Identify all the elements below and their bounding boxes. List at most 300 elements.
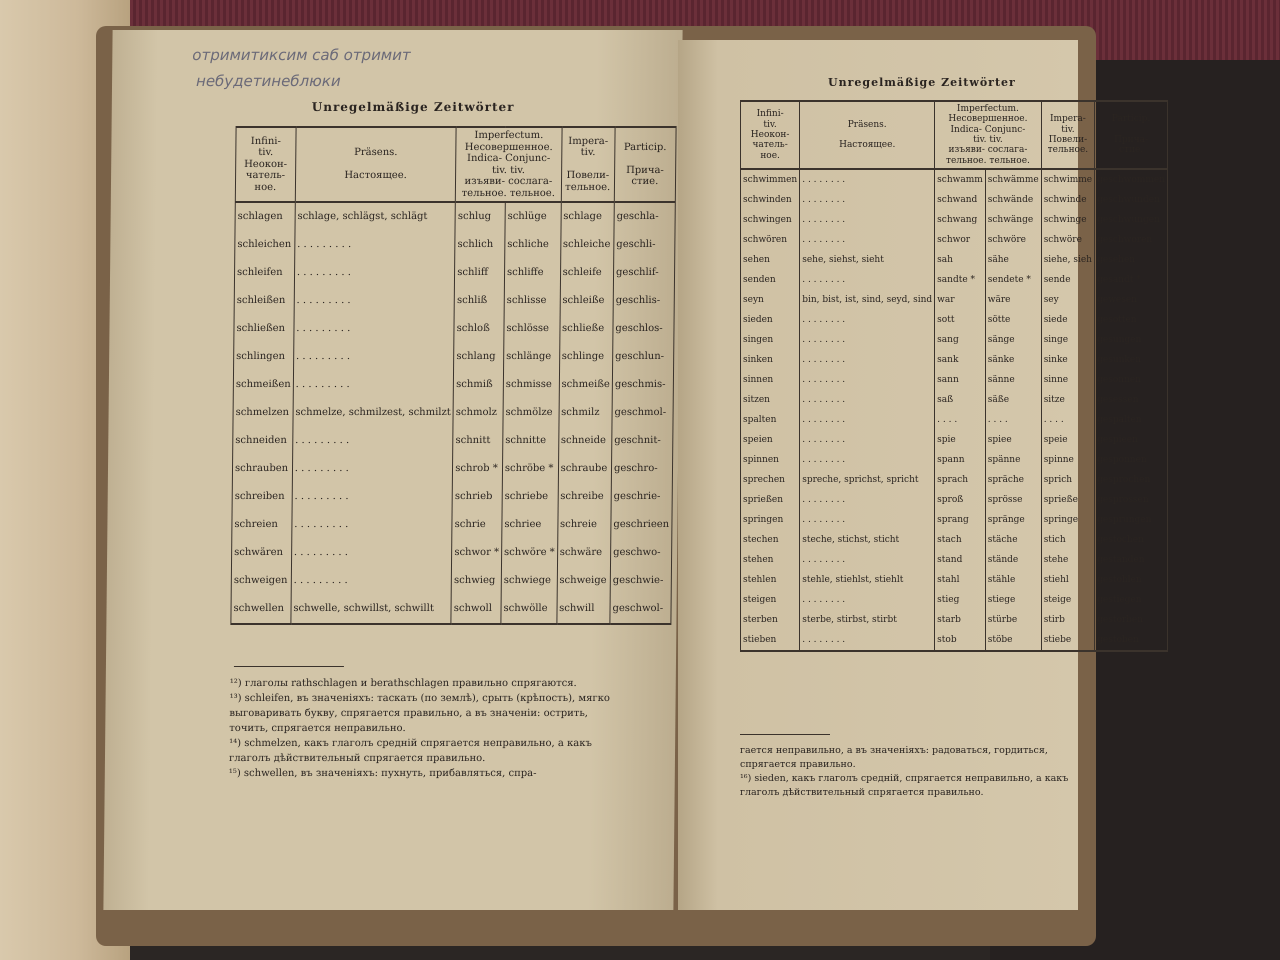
cell-imperfect-indicative: spann bbox=[935, 450, 986, 470]
cell-imperative: stehe bbox=[1041, 550, 1094, 570]
cell-imperfect-conjunctive: spiee bbox=[985, 430, 1041, 450]
table-row bbox=[741, 210, 1168, 230]
cell-imperfect-indicative: sann bbox=[935, 370, 986, 390]
cell-participle: geschro- bbox=[611, 455, 672, 483]
cell-present: . . . . . . . . bbox=[800, 550, 935, 570]
cell-imperative: schwöre bbox=[1041, 230, 1094, 250]
cell-imperfect-conjunctive: säße bbox=[985, 390, 1041, 410]
column-header: Infini- tiv. Неокон- чатель- ное. bbox=[235, 127, 296, 202]
table-row bbox=[741, 230, 1168, 250]
cell-infinitive: stehlen bbox=[741, 570, 800, 590]
cell-infinitive: stechen bbox=[741, 530, 800, 550]
cell-present: . . . . . . . . . bbox=[294, 287, 455, 315]
table-row bbox=[234, 259, 674, 287]
cell-present: . . . . . . . . . bbox=[292, 511, 453, 539]
cell-imperfect-indicative: schwang bbox=[935, 210, 986, 230]
cell-infinitive: schneiden bbox=[233, 427, 293, 455]
cell-imperfect-indicative: sank bbox=[935, 350, 986, 370]
cell-infinitive: schrauben bbox=[232, 455, 292, 483]
cell-participle: gewesen bbox=[1095, 290, 1168, 310]
cell-participle: geschrieen bbox=[611, 511, 672, 539]
cell-imperfect-indicative: schrieb bbox=[452, 483, 502, 511]
cell-imperfect-conjunctive: schwämme bbox=[985, 169, 1041, 190]
cell-present: . . . . . . . . . bbox=[293, 343, 454, 371]
cell-present: . . . . . . . . bbox=[800, 169, 935, 190]
cell-participle: geschlis- bbox=[613, 287, 674, 315]
cell-present: sterbe, stirbst, stirbt bbox=[800, 610, 935, 630]
cell-infinitive: spinnen bbox=[741, 450, 800, 470]
cell-participle: geschrie- bbox=[611, 483, 672, 511]
table-row bbox=[741, 390, 1168, 410]
cell-infinitive: schwären bbox=[231, 539, 291, 567]
cell-imperative: springe bbox=[1041, 510, 1094, 530]
cell-imperfect-indicative: spie bbox=[935, 430, 986, 450]
cell-imperfect-conjunctive: sötte bbox=[985, 310, 1041, 330]
cell-imperative: . . . . bbox=[1041, 410, 1094, 430]
cell-imperative: sitze bbox=[1041, 390, 1094, 410]
cell-imperfect-indicative: schwamm bbox=[935, 169, 986, 190]
cell-imperative: sprich bbox=[1041, 470, 1094, 490]
cell-imperfect-indicative: stand bbox=[935, 550, 986, 570]
cell-present: . . . . . . . . bbox=[800, 330, 935, 350]
cell-imperfect-indicative: sang bbox=[935, 330, 986, 350]
cell-imperative: schleiche bbox=[560, 231, 614, 259]
cell-infinitive: schwören bbox=[741, 230, 800, 250]
cell-imperfect-conjunctive: schlösse bbox=[504, 315, 560, 343]
cell-participle: gestoben bbox=[1095, 630, 1168, 651]
cell-imperative: schneide bbox=[558, 427, 612, 455]
cell-participle: geschwie- bbox=[610, 567, 671, 595]
table-row bbox=[741, 330, 1168, 350]
cell-present: . . . . . . . . bbox=[800, 590, 935, 610]
table-row bbox=[741, 550, 1168, 570]
cell-infinitive: sprechen bbox=[741, 470, 800, 490]
cell-imperative: schlinge bbox=[559, 343, 613, 371]
table-row bbox=[741, 290, 1168, 310]
cell-imperfect-conjunctive: stähle bbox=[985, 570, 1041, 590]
cell-present: . . . . . . . . . bbox=[294, 315, 455, 343]
table-row bbox=[741, 190, 1168, 210]
cell-present: . . . . . . . . bbox=[800, 370, 935, 390]
cell-imperative: schwimme bbox=[1041, 169, 1094, 190]
cell-present: . . . . . . . . bbox=[800, 230, 935, 250]
cell-present: stehle, stiehlst, stiehlt bbox=[800, 570, 935, 590]
cell-imperfect-conjunctive: sprösse bbox=[985, 490, 1041, 510]
cell-present: steche, stichst, sticht bbox=[800, 530, 935, 550]
cell-imperfect-conjunctive: spräche bbox=[985, 470, 1041, 490]
cell-infinitive: spalten bbox=[741, 410, 800, 430]
table-row bbox=[741, 169, 1168, 190]
cell-imperfect-conjunctive: sänke bbox=[985, 350, 1041, 370]
cell-present: . . . . . . . . bbox=[800, 210, 935, 230]
cell-imperative: schweige bbox=[557, 567, 611, 595]
table-row bbox=[741, 450, 1168, 470]
cell-imperfect-conjunctive: schliche bbox=[505, 231, 561, 259]
cell-imperative: stirb bbox=[1041, 610, 1094, 630]
cell-imperfect-indicative: . . . . bbox=[935, 410, 986, 430]
cell-imperfect-conjunctive: . . . . bbox=[985, 410, 1041, 430]
cell-imperative: schwäre bbox=[557, 539, 611, 567]
cell-present: . . . . . . . . bbox=[800, 390, 935, 410]
cell-participle: gestanden bbox=[1095, 550, 1168, 570]
cell-infinitive: sprießen bbox=[741, 490, 800, 510]
cell-imperfect-indicative: schliff bbox=[455, 259, 505, 287]
cell-participle: gespalten bbox=[1095, 410, 1168, 430]
column-header: Impera- tiv. Повели- тельное. bbox=[1041, 101, 1094, 169]
cell-participle: gestohlen bbox=[1095, 570, 1168, 590]
footnotes bbox=[740, 744, 1070, 800]
cell-present: . . . . . . . . bbox=[800, 270, 935, 290]
cell-imperfect-conjunctive: sähe bbox=[985, 250, 1041, 270]
cell-imperfect-indicative: stieg bbox=[935, 590, 986, 610]
cell-imperative: schwill bbox=[556, 595, 610, 624]
cell-imperfect-conjunctive: schwöre * bbox=[501, 539, 557, 567]
cell-imperative: sinke bbox=[1041, 350, 1094, 370]
cell-imperative: schwinde bbox=[1041, 190, 1094, 210]
cell-imperfect-indicative: schrob * bbox=[453, 455, 503, 483]
cell-present: . . . . . . . . . bbox=[291, 539, 452, 567]
cell-imperfect-indicative: sprach bbox=[935, 470, 986, 490]
cell-present: . . . . . . . . . bbox=[291, 567, 452, 595]
table-row bbox=[231, 539, 671, 567]
cell-infinitive: schwinden bbox=[741, 190, 800, 210]
cell-imperfect-conjunctive: sänne bbox=[985, 370, 1041, 390]
cell-imperfect-conjunctive: schlisse bbox=[504, 287, 560, 315]
cell-present: . . . . . . . . . bbox=[294, 259, 455, 287]
cell-imperfect-indicative: sah bbox=[935, 250, 986, 270]
table-row bbox=[741, 430, 1168, 450]
cell-imperative: schleife bbox=[560, 259, 614, 287]
cell-imperative: speie bbox=[1041, 430, 1094, 450]
cell-imperfect-conjunctive: schlänge bbox=[503, 343, 559, 371]
table-row bbox=[232, 483, 672, 511]
page-heading: Unregelmäßige Zeitwörter bbox=[828, 76, 1016, 89]
cell-imperative: singe bbox=[1041, 330, 1094, 350]
cell-participle: gesponnen bbox=[1095, 450, 1168, 470]
cell-imperfect-indicative: schmolz bbox=[453, 399, 503, 427]
cell-infinitive: schleißen bbox=[234, 287, 294, 315]
verb-table bbox=[740, 100, 1168, 652]
footnote: ¹⁶) sieden, какъ глаголъ средній, спрягается неправильно, а какъ глаголъ дѣйствительный спрягается правильно. bbox=[740, 773, 1069, 798]
cell-participle: gesprossen bbox=[1095, 490, 1168, 510]
table-row bbox=[233, 399, 673, 427]
cell-imperfect-conjunctive: schlüge bbox=[505, 202, 561, 231]
table-row bbox=[741, 570, 1168, 590]
cell-present: schwelle, schwillst, schwillt bbox=[291, 595, 452, 624]
cell-participle: gestochen bbox=[1095, 530, 1168, 550]
cell-present: bin, bist, ist, sind, seyd, sind bbox=[800, 290, 935, 310]
cell-imperfect-indicative: schnitt bbox=[453, 427, 503, 455]
cell-imperfect-conjunctive: schwände bbox=[985, 190, 1041, 210]
cell-imperfect-conjunctive: schriee bbox=[502, 511, 558, 539]
cell-present: . . . . . . . . bbox=[800, 510, 935, 530]
column-header: Particip. Прича- стие. bbox=[1095, 101, 1168, 169]
column-header: Particip. Прича- стие. bbox=[614, 127, 676, 202]
cell-infinitive: steigen bbox=[741, 590, 800, 610]
cell-infinitive: schwingen bbox=[741, 210, 800, 230]
cell-imperative: steige bbox=[1041, 590, 1094, 610]
table-row bbox=[741, 510, 1168, 530]
cell-infinitive: senden bbox=[741, 270, 800, 290]
footnote: ¹⁴) schmelzen, какъ глаголъ средній спрягается неправильно, а какъ глаголъ дѣйствительный спрягается правильно. bbox=[228, 738, 592, 764]
cell-imperative: stiebe bbox=[1041, 630, 1094, 651]
cell-imperative: schreibe bbox=[558, 483, 612, 511]
cell-participle: gesessen bbox=[1095, 390, 1168, 410]
cell-imperfect-indicative: starb bbox=[935, 610, 986, 630]
cell-participle: gesungen bbox=[1095, 330, 1168, 350]
cell-imperfect-indicative: schwor bbox=[935, 230, 986, 250]
footnote: гается неправильно, а въ значеніяхъ: радоваться, гордиться, спрягается правильно. bbox=[740, 745, 1048, 770]
table-row bbox=[235, 231, 675, 259]
cell-imperfect-indicative: stahl bbox=[935, 570, 986, 590]
cell-infinitive: schleichen bbox=[235, 231, 295, 259]
cell-infinitive: schwimmen bbox=[741, 169, 800, 190]
cell-imperfect-indicative: sandte * bbox=[935, 270, 986, 290]
cell-imperative: sey bbox=[1041, 290, 1094, 310]
cell-imperative: siede bbox=[1041, 310, 1094, 330]
table-row bbox=[741, 250, 1168, 270]
column-header: Präsens. Настоящее. bbox=[295, 127, 456, 202]
footnotes bbox=[229, 676, 626, 781]
cell-participle: geschlos- bbox=[613, 315, 674, 343]
table-row bbox=[231, 595, 671, 624]
cell-imperfect-conjunctive: schwölle bbox=[501, 595, 557, 624]
table-row bbox=[231, 567, 671, 595]
cell-imperative: schraube bbox=[558, 455, 612, 483]
cell-infinitive: sinnen bbox=[741, 370, 800, 390]
cell-imperfect-indicative: saß bbox=[935, 390, 986, 410]
table-row bbox=[233, 371, 673, 399]
cell-imperfect-conjunctive: sänge bbox=[985, 330, 1041, 350]
cell-imperfect-conjunctive: schwänge bbox=[985, 210, 1041, 230]
cell-participle: geschwol- bbox=[610, 595, 671, 624]
cell-participle: geschlif- bbox=[613, 259, 674, 287]
cell-imperfect-conjunctive: stürbe bbox=[985, 610, 1041, 630]
cell-present: spreche, sprichst, spricht bbox=[800, 470, 935, 490]
footnote: ¹²) глаголы rathschlagen и berathschlagen правильно спрягаются. bbox=[229, 678, 577, 689]
cell-imperfect-indicative: schwieg bbox=[451, 567, 501, 595]
cell-imperative: schleiße bbox=[560, 287, 614, 315]
column-header: Imperfectum. Несовершенное. Indica- Conjunc- tiv. tiv. изъяви- сослага- тельное. тельное. bbox=[935, 101, 1042, 169]
cell-participle: geschmis- bbox=[612, 371, 673, 399]
cell-infinitive: schmelzen bbox=[233, 399, 293, 427]
column-header: Präsens. Настоящее. bbox=[800, 101, 935, 169]
cell-imperfect-conjunctive: spränge bbox=[985, 510, 1041, 530]
cell-imperative: sende bbox=[1041, 270, 1094, 290]
cell-imperfect-indicative: schrie bbox=[452, 511, 502, 539]
table-row bbox=[235, 202, 675, 231]
cell-infinitive: schreien bbox=[232, 511, 292, 539]
cell-infinitive: stieben bbox=[741, 630, 800, 651]
cell-participle: geschwo- bbox=[610, 539, 671, 567]
cell-imperative: schmilz bbox=[559, 399, 613, 427]
right-page bbox=[678, 40, 1165, 910]
cell-imperfect-conjunctive: schnitte bbox=[503, 427, 559, 455]
cell-imperfect-indicative: sproß bbox=[935, 490, 986, 510]
footnote: ¹³) schleifen, въ значеніяхъ: таскать (по землѣ), срыть (крѣпость), мягко выговаривать букву, спрягается правильно, а въ значеніи: острить, точить, спрягается неправильно. bbox=[229, 693, 611, 734]
cell-imperfect-conjunctive: wäre bbox=[985, 290, 1041, 310]
cell-present: . . . . . . . . bbox=[800, 630, 935, 651]
cell-participle: geschwunden bbox=[1095, 190, 1168, 210]
cell-imperfect-indicative: schwand bbox=[935, 190, 986, 210]
cell-imperfect-conjunctive: schmisse bbox=[503, 371, 559, 399]
column-header: Infini- tiv. Неокон- чатель- ное. bbox=[741, 101, 800, 169]
table-row bbox=[741, 470, 1168, 490]
cell-imperative: schreie bbox=[557, 511, 611, 539]
cell-imperative: stiehl bbox=[1041, 570, 1094, 590]
table-row bbox=[233, 427, 673, 455]
cell-infinitive: schleifen bbox=[234, 259, 294, 287]
cell-infinitive: sterben bbox=[741, 610, 800, 630]
cell-present: . . . . . . . . bbox=[800, 190, 935, 210]
page-heading: Unregelmäßige Zeitwörter bbox=[311, 100, 515, 114]
left-page bbox=[103, 30, 682, 910]
handwritten-note-line-1: отримитиксим саб отримит bbox=[192, 46, 411, 64]
cell-imperfect-indicative: schwoll bbox=[451, 595, 501, 624]
cell-present: sehe, siehst, sieht bbox=[800, 250, 935, 270]
table-row bbox=[741, 310, 1168, 330]
cell-imperative: schwinge bbox=[1041, 210, 1094, 230]
table-row bbox=[741, 630, 1168, 651]
verb-table bbox=[230, 126, 676, 625]
footnote: ¹⁵) schwellen, въ значеніяхъ: пухнуть, прибавляться, спра- bbox=[228, 768, 537, 779]
cell-participle: gesonnen bbox=[1095, 370, 1168, 390]
table-row bbox=[741, 590, 1168, 610]
cell-infinitive: schweigen bbox=[231, 567, 291, 595]
column-header: Imperfectum. Несовершенное. Indica- Conjunc- tiv. tiv. изъяви- сослага- тельное. тельное. bbox=[456, 127, 562, 202]
cell-participle: gesandt * bbox=[1095, 270, 1168, 290]
cell-infinitive: stehen bbox=[741, 550, 800, 570]
cell-present: . . . . . . . . . bbox=[292, 427, 453, 455]
cell-imperfect-indicative: schloß bbox=[454, 315, 504, 343]
cell-participle: gesehen bbox=[1095, 250, 1168, 270]
table-row bbox=[234, 287, 674, 315]
cell-present: schmelze, schmilzest, schmilzt bbox=[293, 399, 454, 427]
cell-participle: gesotten bbox=[1095, 310, 1168, 330]
cell-imperfect-conjunctive: schriebe bbox=[502, 483, 558, 511]
cell-imperfect-conjunctive: stäche bbox=[985, 530, 1041, 550]
cell-imperative: schließe bbox=[559, 315, 613, 343]
cell-present: . . . . . . . . . bbox=[293, 371, 454, 399]
cell-imperfect-indicative: schwor * bbox=[452, 539, 502, 567]
cell-participle: geschla- bbox=[614, 202, 675, 231]
table-row bbox=[741, 610, 1168, 630]
cell-imperfect-indicative: schlich bbox=[455, 231, 505, 259]
cell-infinitive: sitzen bbox=[741, 390, 800, 410]
table-row bbox=[741, 490, 1168, 510]
table-row bbox=[232, 511, 672, 539]
cell-infinitive: schwellen bbox=[231, 595, 291, 624]
cell-imperfect-conjunctive: stöbe bbox=[985, 630, 1041, 651]
cell-infinitive: schlagen bbox=[235, 202, 295, 231]
cell-imperfect-indicative: sprang bbox=[935, 510, 986, 530]
cell-participle: geschnit- bbox=[612, 427, 673, 455]
cell-present: schlage, schlägst, schlägt bbox=[295, 202, 456, 231]
table-row bbox=[232, 455, 672, 483]
cell-imperfect-conjunctive: stände bbox=[985, 550, 1041, 570]
footnote-rule bbox=[234, 666, 344, 667]
handwritten-note-line-2: небудетинеблюки bbox=[195, 72, 341, 90]
cell-present: . . . . . . . . bbox=[800, 430, 935, 450]
cell-imperfect-conjunctive: sendete * bbox=[985, 270, 1041, 290]
table-row bbox=[741, 350, 1168, 370]
cell-participle: geschli- bbox=[614, 231, 675, 259]
cell-imperative: spinne bbox=[1041, 450, 1094, 470]
table-row bbox=[741, 370, 1168, 390]
cell-imperfect-indicative: schlug bbox=[455, 202, 505, 231]
table-row bbox=[741, 270, 1168, 290]
cell-imperfect-indicative: stach bbox=[935, 530, 986, 550]
cell-participle: geschwungen bbox=[1095, 210, 1168, 230]
cell-imperfect-indicative: schmiß bbox=[453, 371, 503, 399]
cell-imperfect-conjunctive: schliffe bbox=[504, 259, 560, 287]
cell-present: . . . . . . . . bbox=[800, 350, 935, 370]
cell-participle: geschlun- bbox=[612, 343, 673, 371]
table-row bbox=[234, 315, 674, 343]
cell-participle: geschmol- bbox=[612, 399, 673, 427]
cell-imperfect-indicative: stob bbox=[935, 630, 986, 651]
column-header: Impera- tiv. Повели- тельное. bbox=[561, 127, 615, 202]
cell-imperative: schmeiße bbox=[559, 371, 613, 399]
cell-infinitive: speien bbox=[741, 430, 800, 450]
cell-participle: gestiegen bbox=[1095, 590, 1168, 610]
cell-participle: geschworen bbox=[1095, 230, 1168, 250]
table-row bbox=[741, 410, 1168, 430]
cell-imperative: sinne bbox=[1041, 370, 1094, 390]
cell-imperfect-conjunctive: schwöre bbox=[985, 230, 1041, 250]
table-row bbox=[741, 530, 1168, 550]
cell-participle: gesunken bbox=[1095, 350, 1168, 370]
cell-infinitive: schlingen bbox=[234, 343, 294, 371]
cell-imperfect-indicative: schliß bbox=[454, 287, 504, 315]
cell-infinitive: schließen bbox=[234, 315, 294, 343]
cell-imperative: siehe, sieh bbox=[1041, 250, 1094, 270]
cell-imperative: stich bbox=[1041, 530, 1094, 550]
cell-imperfect-conjunctive: schwiege bbox=[501, 567, 557, 595]
cell-imperative: schlage bbox=[561, 202, 615, 231]
cell-infinitive: seyn bbox=[741, 290, 800, 310]
cell-infinitive: sehen bbox=[741, 250, 800, 270]
cell-participle: gestorben bbox=[1095, 610, 1168, 630]
cell-present: . . . . . . . . . bbox=[295, 231, 456, 259]
cell-imperfect-conjunctive: schröbe * bbox=[502, 455, 558, 483]
cell-infinitive: sieden bbox=[741, 310, 800, 330]
cell-imperative: sprieße bbox=[1041, 490, 1094, 510]
cell-participle: gesprochen bbox=[1095, 470, 1168, 490]
cell-infinitive: springen bbox=[741, 510, 800, 530]
cell-infinitive: schmeißen bbox=[233, 371, 293, 399]
footnote-rule bbox=[740, 734, 830, 735]
table-row bbox=[234, 343, 674, 371]
cell-present: . . . . . . . . . bbox=[292, 483, 453, 511]
cell-present: . . . . . . . . . bbox=[292, 455, 453, 483]
cell-imperfect-conjunctive: spänne bbox=[985, 450, 1041, 470]
cell-present: . . . . . . . . bbox=[800, 410, 935, 430]
cell-imperfect-indicative: schlang bbox=[454, 343, 504, 371]
cell-participle: gespieen bbox=[1095, 430, 1168, 450]
cell-imperfect-conjunctive: stiege bbox=[985, 590, 1041, 610]
cell-infinitive: schreiben bbox=[232, 483, 292, 511]
cell-participle: gesprungen bbox=[1095, 510, 1168, 530]
cell-present: . . . . . . . . bbox=[800, 310, 935, 330]
cell-infinitive: sinken bbox=[741, 350, 800, 370]
cell-imperfect-indicative: sott bbox=[935, 310, 986, 330]
cell-present: . . . . . . . . bbox=[800, 490, 935, 510]
cell-imperfect-conjunctive: schmölze bbox=[503, 399, 559, 427]
cell-participle: geschwommen bbox=[1095, 169, 1168, 190]
cell-infinitive: singen bbox=[741, 330, 800, 350]
cell-present: . . . . . . . . bbox=[800, 450, 935, 470]
